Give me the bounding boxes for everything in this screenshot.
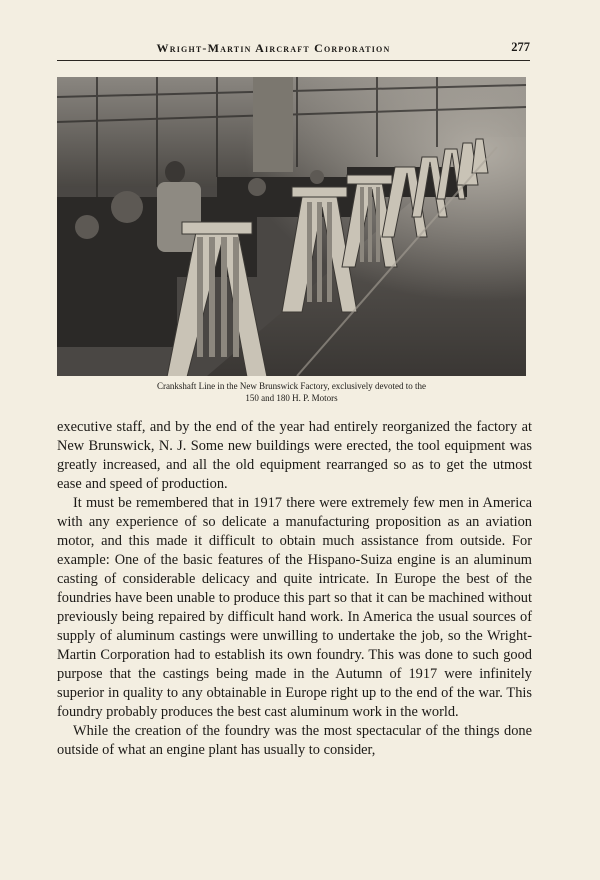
- page-number: 277: [511, 40, 530, 54]
- caption-line-1: Crankshaft Line in the New Brunswick Factory, exclusively devoted to the: [156, 381, 427, 391]
- body-text: [57, 418, 532, 760]
- caption-line-2: 150 and 180 H. P. Motors: [245, 393, 338, 403]
- header-rule: [57, 60, 530, 61]
- page-header: [57, 38, 530, 62]
- factory-photo-illustration: [57, 77, 526, 376]
- running-head: Wright-Martin Aircraft Corporation: [156, 41, 391, 55]
- factory-photograph: [57, 77, 526, 376]
- paragraph-2: It must be remembered that in 1917 there were extremely few men in America with any experience of so delicate a manufacturing proposition as an aviation motor, and this made it difficult to obtain much assistance from outside. For example: One of the basic features of the Hispano-Suiza engine is an aluminum casting of considerable delicacy and quite intricate. In Europe the best of the foundries have been unable to produce this part so that it can be machined without previously being repaired by difficult hand work. In America the usual sources of supply of aluminum castings were unwilling to undertake the job, so the Wright-Martin Corporation had to establish its own foundry. This was done to such good purpose that the castings being made in the Autumn of 1917 were infinitely superior in quality to any obtainable in Europe right up to the end of the war. This foundry probably produces the best cast aluminum work in the world.: [57, 495, 532, 720]
- paragraph-1: executive staff, and by the end of the year had entirely reorganized the factory at New Brunswick, N. J. Some new buildings were erected, the tool equipment was greatly increased, and all the old equipment rearranged so as to get the utmost ease and speed of production.: [57, 419, 532, 492]
- paragraph-3: While the creation of the foundry was the most spectacular of the things done outside of what an engine plant has usually to consider,: [57, 723, 532, 758]
- figure-caption: [57, 380, 526, 404]
